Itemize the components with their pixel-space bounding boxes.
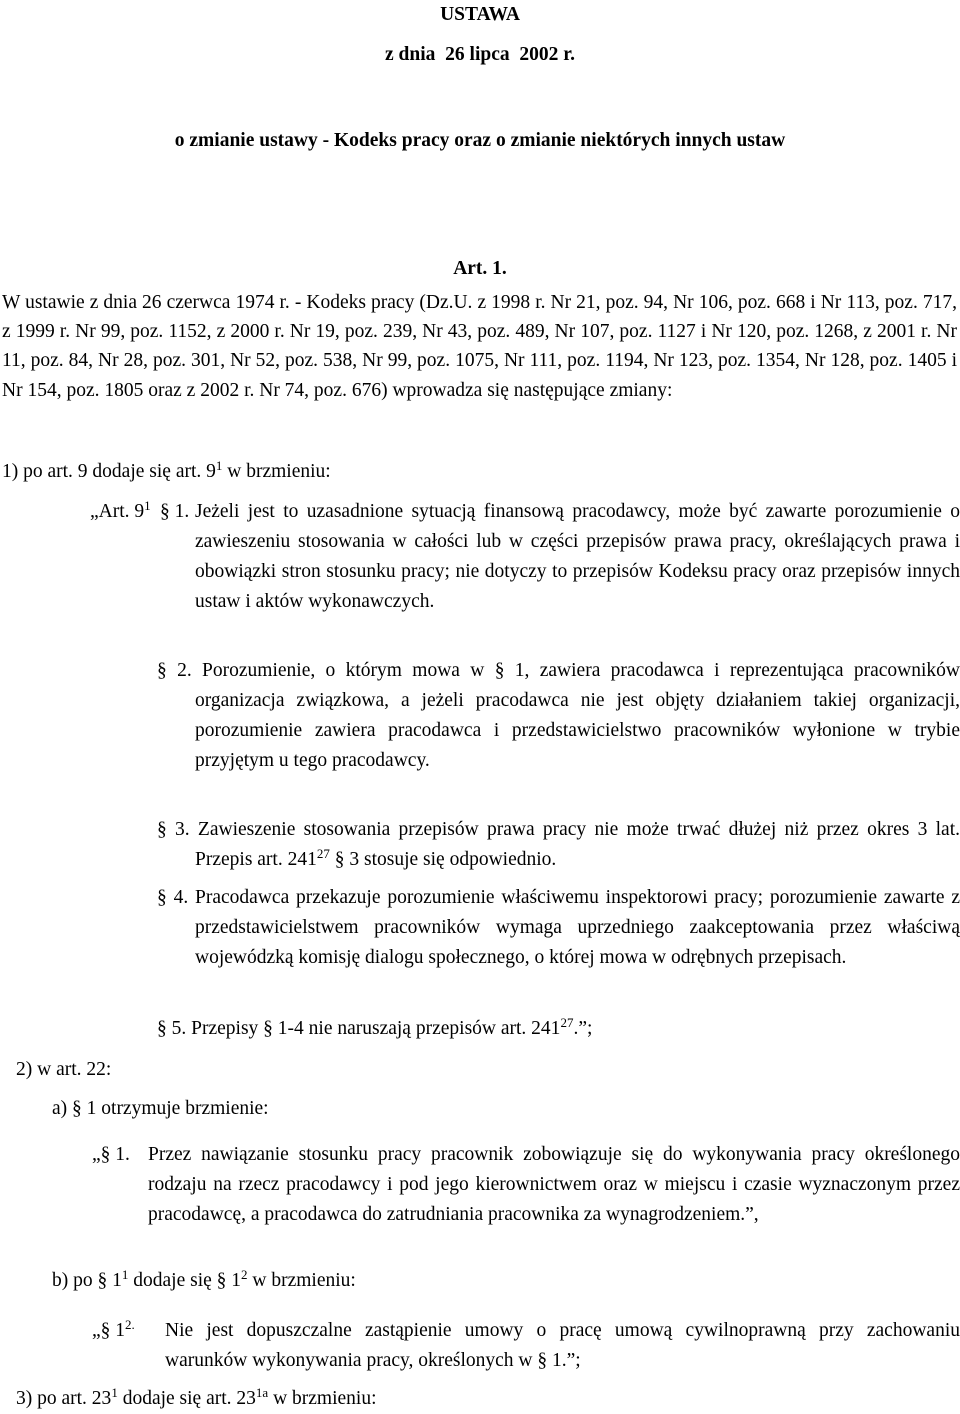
paragraph-3: § 3. Zawieszenie stosowania przepisów prawa pracy nie może trwać dłużej niż przez okres 3 lat. Przepis art. $241^{27}$ § 3 stosuje się odpowiednio.	[157, 819, 960, 870]
paragraph-1-number: § 1.	[160, 501, 190, 522]
point-2-item-a: a) § 1 otrzymuje brzmienie:	[52, 1098, 269, 1119]
document-subject: o zmianie ustawy - Kodeks pracy oraz o zmianie niektórych innych ustaw	[174, 130, 786, 151]
paragraph-1-text: Jeżeli jest to uzasadnione sytuacją finansową pracodawcy, może być zawarte porozumienie o zawieszeniu stosowania w całości lub w części przepisów prawa pracy, określających prawa i obowiązki stron stosunku pracy; nie dotyczy to przepisów Kodeksu pracy oraz przepisów innych ustaw i aktów wykonawczych.	[195, 501, 960, 612]
paragraph-2: § 2. Porozumienie, o którym mowa w § 1, zawiera pracodawca i reprezentująca pracowników organizacja związkowa, a jeżeli pracodawca nie jest objęty działaniem takiej organizacji, porozumienie zawiera pracodawca i przedstawicielstwo pracowników wyłonione w trybie przyjętym u tego pracodawcy.	[157, 660, 960, 771]
point-1: 1) po art. 9 dodaje się art. $9^1$ w brzmieniu:	[2, 458, 331, 482]
point-2-item-b: b) po § $1^1$ dodaje się § $1^2$ w brzmieniu:	[52, 1267, 356, 1291]
article-intro: W ustawie z dnia 26 czerwca 1974 r. - Kodeks pracy (Dz.U. z 1998 r. Nr 21, poz. 94, Nr 106, poz. 668 i Nr 113, poz. 717, z 1999 r. Nr 99, poz. 1152, z 2000 r. Nr 19, poz. 239, Nr 43, poz. 489, Nr 107, poz. 1127 i Nr 120, poz. 1268, z 2001 r. Nr 11, poz. 84, Nr 28, poz. 301, Nr 52, poz. 538, Nr 99, poz. 1075, Nr 111, poz. 1194, Nr 123, poz. 1354, Nr 128, poz. 1405 i Nr 154, poz. 1805 oraz z 2002 r. Nr 74, poz. 676) wprowadza się następujące zmiany:	[2, 292, 957, 401]
quote-2-number: „§ $1^{2.}$	[92, 1317, 135, 1341]
art-9-1-label: „Art. $9^1$	[90, 498, 151, 522]
paragraph-5: § 5. Przepisy § 1-4 nie naruszają przepisów art. $241^{27}$.”;	[157, 1015, 593, 1039]
paragraph-4: § 4. Pracodawca przekazuje porozumienie właściwemu inspektorowi pracy; porozumienie zawarte z przedstawicielstwem pracowników wymaga uprzedniego zaakceptowania przez właściwą wojewódzką komisję dialogu społecznego, o której mowa w odrębnych przepisach.	[157, 887, 960, 968]
point-3: 3) po art. $23^1$ dodaje się art. $23^{1a}$ w brzmieniu:	[16, 1385, 377, 1409]
quote-1-number: „§ 1.	[92, 1144, 130, 1165]
document-date: z dnia 26 lipca 2002 r.	[385, 44, 575, 65]
article-heading: Art. 1.	[453, 258, 507, 279]
document-title: USTAWA	[440, 4, 520, 25]
quote-1-text: Przez nawiązanie stosunku pracy pracownik zobowiązuje się do wykonywania pracy określonego rodzaju na rzecz pracodawcy i pod jego kierownictwem oraz w miejscu i czasie wyznaczonym przez pracodawcę, a pracodawca do zatrudniania pracownika za wynagrodzeniem.”,	[148, 1144, 960, 1225]
point-2: 2) w art. 22:	[16, 1059, 112, 1080]
quote-2-text: Nie jest dopuszczalne zastąpienie umowy o pracę umową cywilnoprawną przy zachowaniu warunków wykonywania pracy, określonych w § 1.”;	[165, 1320, 960, 1371]
